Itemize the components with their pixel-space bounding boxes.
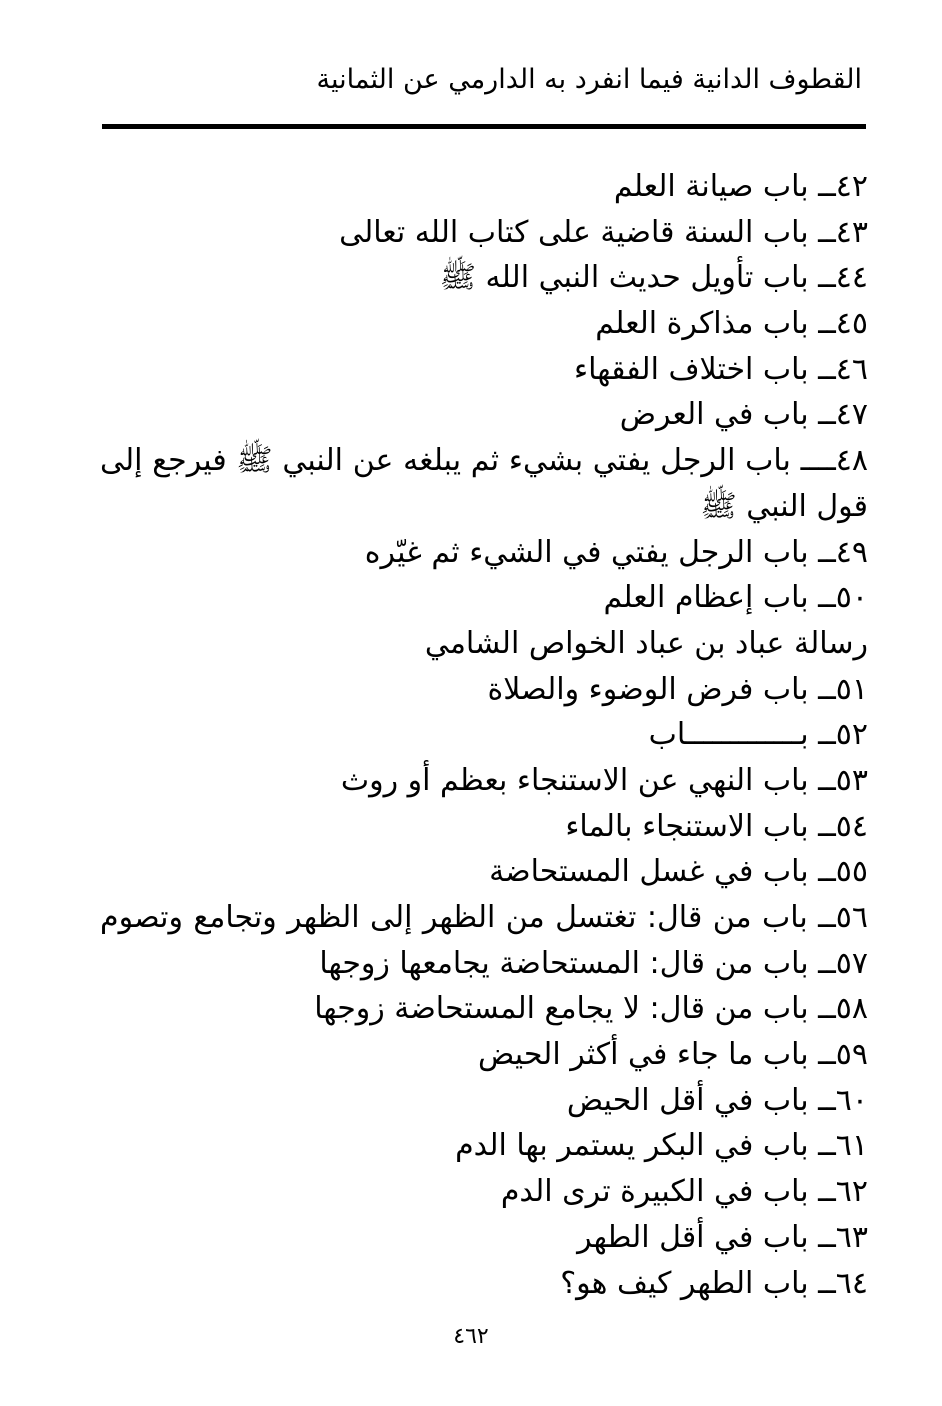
- toc-entry: ٥٨ــ باب من قال: لا يجامع المستحاضة زوجها: [314, 991, 868, 1027]
- toc-entry: ٦٤ــ باب الطهر كيف هو؟: [560, 1265, 868, 1301]
- toc-entry: ٤٤ــ باب تأويل حديث النبي الله ﷺ: [439, 260, 868, 296]
- toc-entry: ٥٧ــ باب من قال: المستحاضة يجامعها زوجها: [319, 945, 868, 981]
- toc-entry: ٦٢ــ باب في الكبيرة ترى الدم: [500, 1174, 868, 1210]
- toc-entry: ٥٦ــ باب من قال: تغتسل من الظهر إلى الظهر وتجامع وتصوم: [100, 900, 868, 935]
- toc-entry: ٥٢ــ بـــــــــــــاب: [648, 717, 868, 753]
- toc-entry: ٦٣ــ باب في أقل الطهر: [577, 1219, 868, 1255]
- running-header: القطوف الدانية فيما انفرد به الدارمي عن الثمانية: [316, 64, 862, 95]
- toc-entry: ٤٧ــ باب في العرض: [619, 397, 868, 433]
- toc-entry: ٦١ــ باب في البكر يستمر بها الدم: [455, 1128, 868, 1164]
- toc-entry: ٥٣ــ باب النهي عن الاستنجاء بعظم أو روث: [340, 762, 868, 798]
- toc-entry: ٥٠ــ باب إعظام العلم: [603, 580, 868, 616]
- page-number: ٤٦٢: [453, 1324, 489, 1349]
- header-rule: [102, 124, 866, 129]
- toc-entry: ٥٥ــ باب في غسل المستحاضة: [489, 854, 868, 890]
- toc-entry: ٤٩ــ باب الرجل يفتي في الشيء ثم غيّره: [364, 534, 868, 570]
- toc-entry: ٥٩ــ باب ما جاء في أكثر الحيض: [478, 1037, 868, 1073]
- toc-entry: ٥٤ــ باب الاستنجاء بالماء: [565, 808, 868, 844]
- toc-entry: ٤٨ــــ باب الرجل يفتي بشيء ثم يبلغه عن النبي ﷺ فيرجع إلى: [100, 443, 868, 479]
- section-heading: رسالة عباد بن عباد الخواص الشامي: [424, 625, 868, 661]
- toc-entry: ٥١ــ باب فرض الوضوء والصلاة: [487, 671, 868, 707]
- toc-entry: ٤٢ــ باب صيانة العلم: [613, 169, 868, 204]
- toc-entry: ٤٥ــ باب مذاكرة العلم: [595, 306, 868, 342]
- toc-entry: ٦٠ــ باب في أقل الحيض: [566, 1082, 868, 1118]
- toc-entry-continuation: قول النبي ﷺ: [700, 488, 868, 524]
- toc-entry: ٤٣ــ باب السنة قاضية على كتاب الله تعالى: [339, 214, 868, 250]
- toc-entry: ٤٦ــ باب اختلاف الفقهاء: [574, 351, 868, 387]
- table-of-contents: [100, 164, 868, 1306]
